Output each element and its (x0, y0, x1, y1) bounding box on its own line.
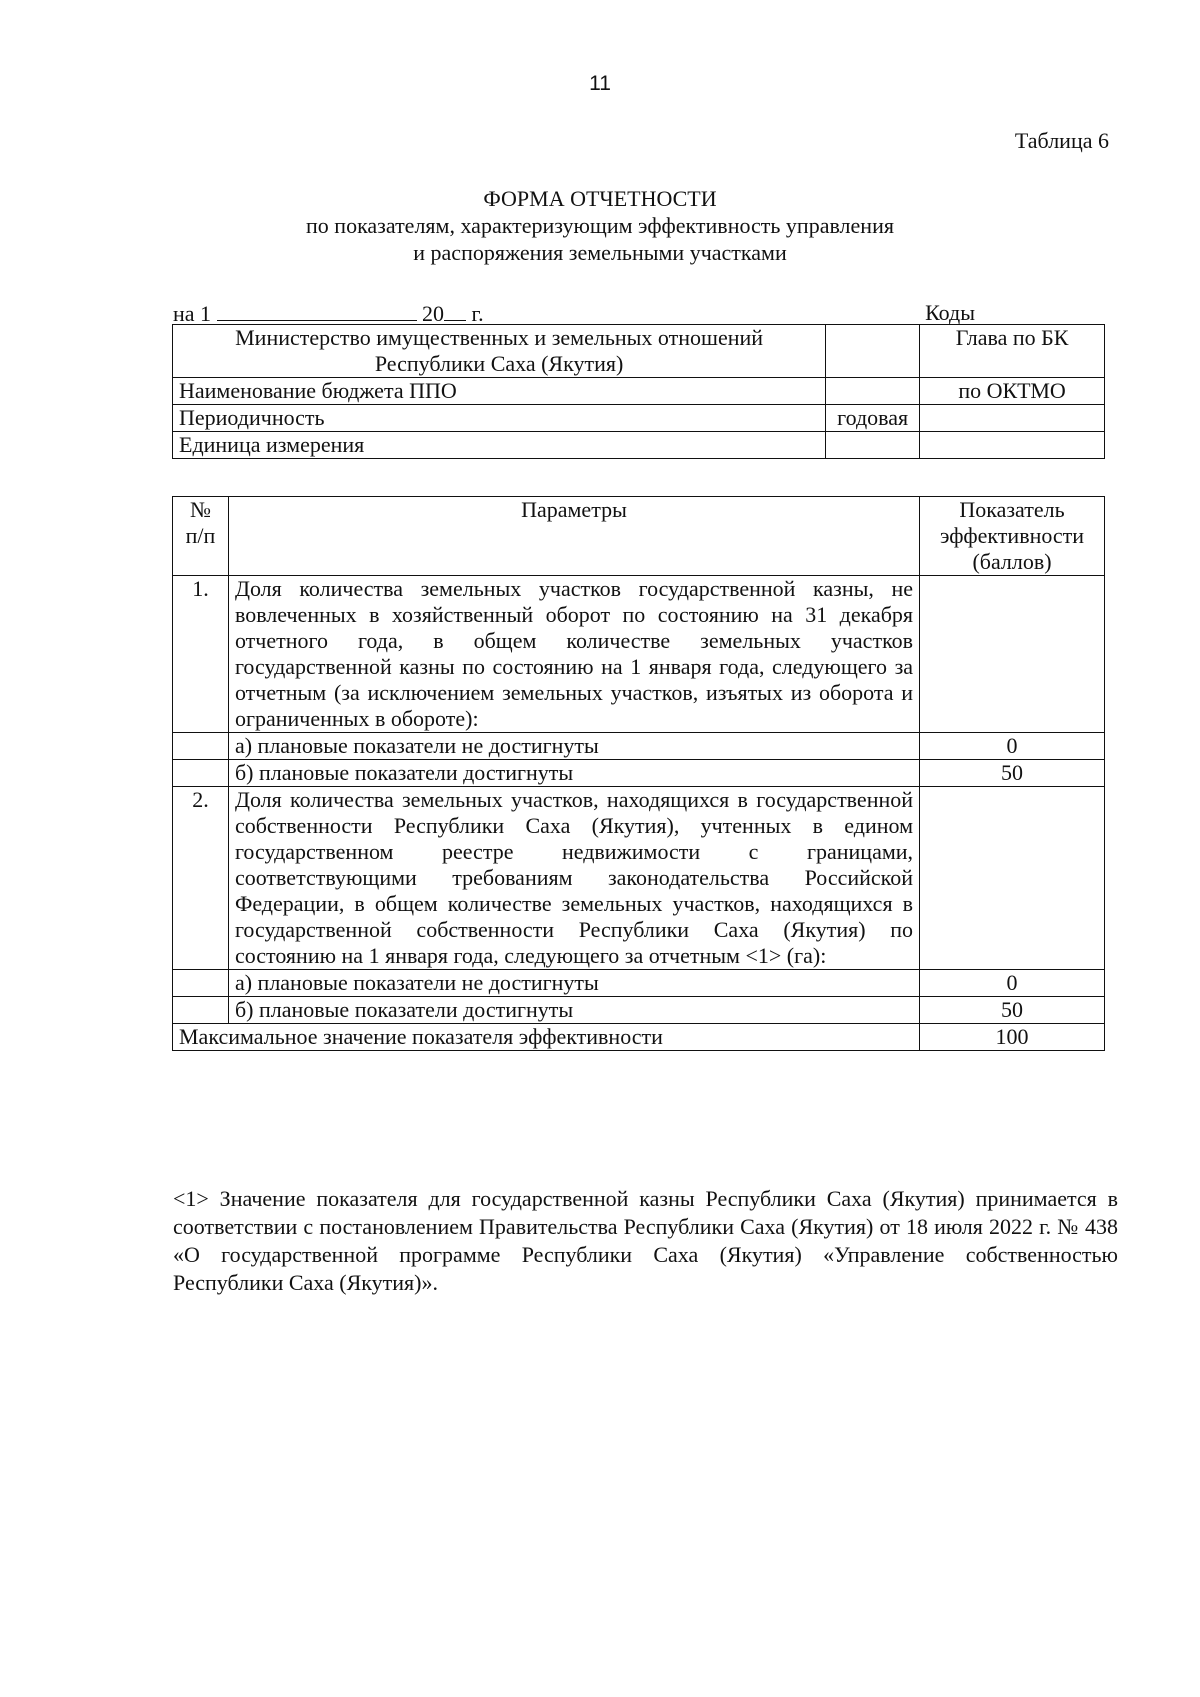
row-number: 1. (173, 576, 229, 733)
row-text: Доля количества земельных участков, находящихся в государственной собственности Республики Саха (Якутия), учтенных в едином государственном реестре недвижимости с границами, соответствующими требованиям законодательства Российской Федерации, в общем количестве земельных участков, находящихся в государственной собственности Республики Саха (Якутия) по состоянию на 1 января года, следующего за отчетным <1> (га): (228, 787, 919, 970)
footnote: <1> Значение показателя для государственной казны Республики Саха (Якутия) принимается в соответствии с постановлением Правительства Республики Саха (Якутия) от 18 июля 2022 г. № 438 «О государственной программе Республики Саха (Якутия) «Управление собственностью Республики Саха (Якутия)». (173, 1186, 1118, 1295)
oktmo-cell: по ОКТМО (920, 378, 1105, 405)
row-number-empty (173, 970, 229, 997)
table-row (173, 787, 1105, 970)
ministry-cell (173, 325, 826, 378)
col-score-header (920, 497, 1105, 576)
row-score[interactable] (920, 576, 1105, 733)
codes-label: Коды (925, 300, 975, 325)
row-sub-b-value: 50 (920, 997, 1105, 1024)
periodicity-code-cell[interactable] (920, 405, 1105, 432)
budget-name-cell: Наименование бюджета ППО (173, 378, 826, 405)
periodicity-value-cell: годовая (826, 405, 920, 432)
unit-value-cell[interactable] (826, 432, 920, 459)
date-suffix: г. (471, 301, 484, 326)
ministry-value-cell[interactable] (826, 325, 920, 378)
max-label: Максимальное значение показателя эффективности (173, 1024, 920, 1051)
indicator-table (172, 496, 1105, 1051)
row-number-empty (173, 733, 229, 760)
unit-code-cell[interactable] (920, 432, 1105, 459)
col-num-header (173, 497, 229, 576)
budget-value-cell[interactable] (826, 378, 920, 405)
table-row (173, 760, 1105, 787)
col-params-header: Параметры (228, 497, 919, 576)
form-title (0, 185, 1200, 266)
title-line-3: и распоряжения земельными участками (413, 240, 787, 265)
date-year-prefix: 20 (422, 301, 445, 326)
title-line-1: ФОРМА ОТЧЕТНОСТИ (483, 186, 717, 211)
row-number: 2. (173, 787, 229, 970)
row-sub-a: а) плановые показатели не достигнуты (228, 970, 919, 997)
header-row-ministry (173, 325, 1105, 378)
row-sub-a-value: 0 (920, 733, 1105, 760)
row-number-empty (173, 997, 229, 1024)
table-row (173, 997, 1105, 1024)
col-score-line-2: эффективности (939, 523, 1085, 548)
date-prefix: на 1 (173, 301, 212, 326)
row-sub-b: б) плановые показатели достигнуты (228, 760, 919, 787)
row-sub-a: а) плановые показатели не достигнуты (228, 733, 919, 760)
ministry-line-2: Республики Саха (Якутия) (374, 351, 624, 376)
unit-cell: Единица измерения (173, 432, 826, 459)
date-line (173, 300, 1013, 326)
code-head-cell: Глава по БК (920, 325, 1105, 378)
table-row (173, 733, 1105, 760)
periodicity-cell: Периодичность (173, 405, 826, 432)
row-number-empty (173, 760, 229, 787)
max-value: 100 (920, 1024, 1105, 1051)
header-row-periodicity (173, 405, 1105, 432)
col-num-line-2: п/п (185, 523, 216, 548)
row-text: Доля количества земельных участков государственной казны, не вовлеченных в хозяйственный оборот по состоянию на 31 декабря отчетного года, в общем количестве земельных участков государственной казны по состоянию на 1 января года, следующего за отчетным (за исключением земельных участков, изъятых из оборота и ограниченных в обороте): (228, 576, 919, 733)
table-label: Таблица 6 (1014, 128, 1109, 153)
header-row-budget (173, 378, 1105, 405)
col-score-line-3: (баллов) (972, 549, 1052, 574)
date-blank[interactable] (217, 300, 417, 321)
header-row-unit (173, 432, 1105, 459)
title-line-2: по показателям, характеризующим эффективность управления (306, 213, 894, 238)
table-row (173, 576, 1105, 733)
page-number: 11 (589, 72, 611, 95)
row-sub-a-value: 0 (920, 970, 1105, 997)
col-num-line-1: № (189, 497, 211, 522)
col-score-line-1: Показатель (959, 497, 1065, 522)
indicator-header-row (173, 497, 1105, 576)
year-blank[interactable] (444, 300, 466, 321)
header-table (172, 324, 1105, 459)
row-sub-b: б) плановые показатели достигнуты (228, 997, 919, 1024)
table-row (173, 970, 1105, 997)
row-score[interactable] (920, 787, 1105, 970)
max-value-row (173, 1024, 1105, 1051)
ministry-line-1: Министерство имущественных и земельных отношений (235, 325, 764, 350)
row-sub-b-value: 50 (920, 760, 1105, 787)
